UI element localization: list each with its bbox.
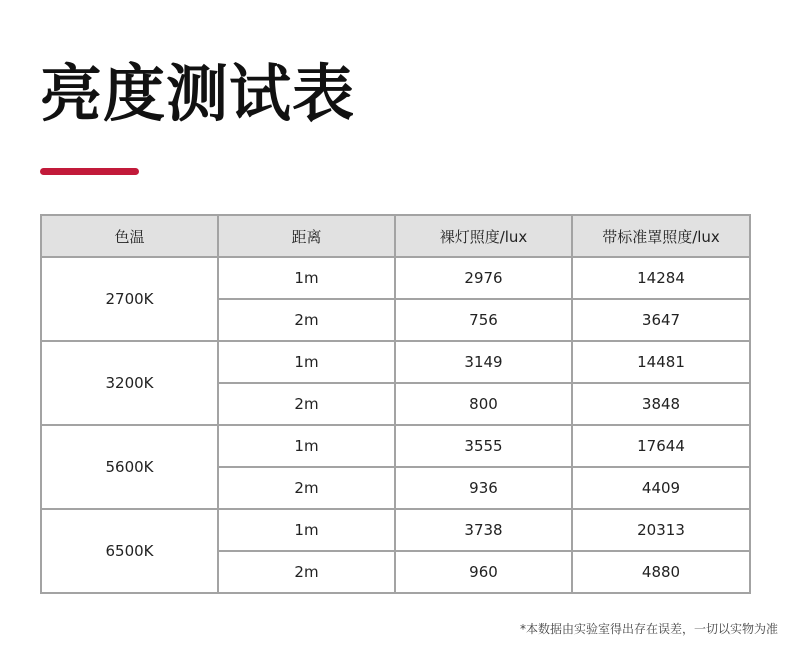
distance-cell: 1m xyxy=(218,425,395,467)
distance-cell: 1m xyxy=(218,341,395,383)
title-accent-bar xyxy=(40,168,139,175)
bare-lux-cell: 800 xyxy=(395,383,572,425)
header-standard-shade-illuminance: 带标准罩照度/lux xyxy=(572,215,750,257)
shade-lux-cell: 4409 xyxy=(572,467,750,509)
bare-lux-cell: 936 xyxy=(395,467,572,509)
bare-lux-cell: 3738 xyxy=(395,509,572,551)
distance-cell: 2m xyxy=(218,383,395,425)
shade-lux-cell: 20313 xyxy=(572,509,750,551)
color-temperature-cell: 3200K xyxy=(41,341,218,425)
shade-lux-cell: 3647 xyxy=(572,299,750,341)
color-temperature-cell: 6500K xyxy=(41,509,218,593)
header-distance: 距离 xyxy=(218,215,395,257)
color-temperature-cell: 5600K xyxy=(41,425,218,509)
distance-cell: 1m xyxy=(218,509,395,551)
table-row xyxy=(41,425,750,467)
shade-lux-cell: 14284 xyxy=(572,257,750,299)
table-row xyxy=(41,257,750,299)
bare-lux-cell: 960 xyxy=(395,551,572,593)
shade-lux-cell: 14481 xyxy=(572,341,750,383)
bare-lux-cell: 756 xyxy=(395,299,572,341)
bare-lux-cell: 3555 xyxy=(395,425,572,467)
table-header-row xyxy=(41,215,750,257)
bare-lux-cell: 2976 xyxy=(395,257,572,299)
page-title: 亮度测试表 xyxy=(40,57,356,130)
distance-cell: 1m xyxy=(218,257,395,299)
color-temperature-cell: 2700K xyxy=(41,257,218,341)
distance-cell: 2m xyxy=(218,551,395,593)
table-row xyxy=(41,341,750,383)
header-color-temperature: 色温 xyxy=(41,215,218,257)
disclaimer-footnote: *本数据由实验室得出存在误差，一切以实物为准 xyxy=(519,622,778,636)
shade-lux-cell: 17644 xyxy=(572,425,750,467)
distance-cell: 2m xyxy=(218,467,395,509)
shade-lux-cell: 4880 xyxy=(572,551,750,593)
distance-cell: 2m xyxy=(218,299,395,341)
bare-lux-cell: 3149 xyxy=(395,341,572,383)
table-row xyxy=(41,509,750,551)
brightness-table xyxy=(40,214,751,594)
header-bare-lamp-illuminance: 裸灯照度/lux xyxy=(395,215,572,257)
shade-lux-cell: 3848 xyxy=(572,383,750,425)
